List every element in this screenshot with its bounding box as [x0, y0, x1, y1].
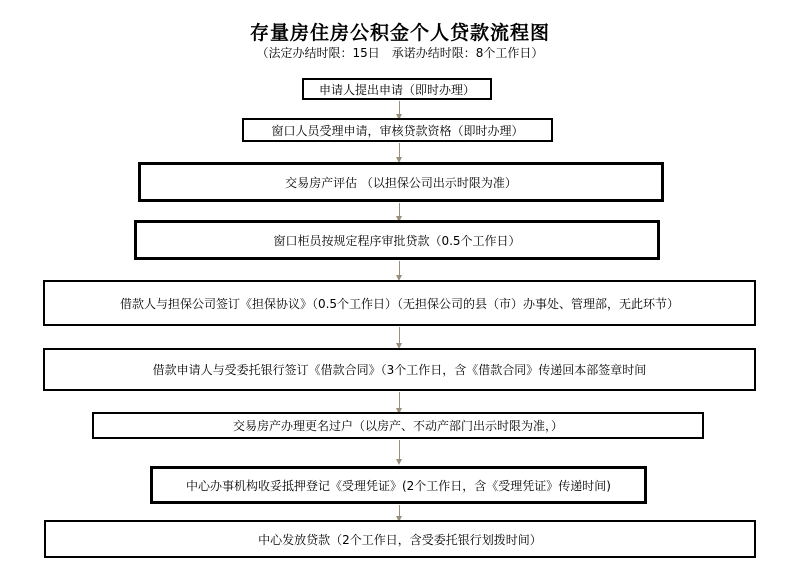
step-4-approval: 窗口柜员按规定程序审批贷款（0.5个工作日） [134, 220, 660, 260]
step-8-mortgage-registration: 中心办事机构收妥抵押登记《受理凭证》(2个工作日，含《受理凭证》传递时间) [150, 466, 647, 504]
arrow-6-7 [399, 392, 400, 409]
arrow-4-5 [399, 261, 400, 276]
arrow-7-8 [399, 440, 400, 460]
step-2-review: 窗口人员受理申请，审核贷款资格（即时办理） [242, 118, 553, 142]
step-5-guarantee: 借款人与担保公司签订《担保协议》（0.5个工作日）（无担保公司的县（市）办事处、管理部，无此环节） [43, 280, 756, 326]
arrow-8-9 [399, 505, 400, 517]
arrow-2-3 [399, 143, 400, 158]
arrow-5-6 [399, 327, 400, 344]
arrow-3-4 [399, 203, 400, 217]
flowchart-title: 存量房住房公积金个人贷款流程图 [249, 22, 550, 44]
step-9-disbursement: 中心发放贷款（2个工作日，含受委托银行划拨时间） [44, 520, 756, 558]
step-1-apply: 申请人提出申请（即时办理） [302, 78, 492, 100]
flowchart-subtitle: （法定办结时限：15日 承诺办结时限：8个工作日） [256, 46, 544, 60]
arrow-1-2 [399, 101, 400, 115]
step-3-appraisal: 交易房产评估 （以担保公司出示时限为准） [138, 162, 664, 202]
step-6-loan-contract: 借款申请人与受委托银行签订《借款合同》（3个工作日，含《借款合同》传递回本部签章时间 [43, 348, 756, 391]
step-7-transfer: 交易房产办理更名过户（以房产、不动产部门出示时限为准，） [92, 412, 704, 439]
